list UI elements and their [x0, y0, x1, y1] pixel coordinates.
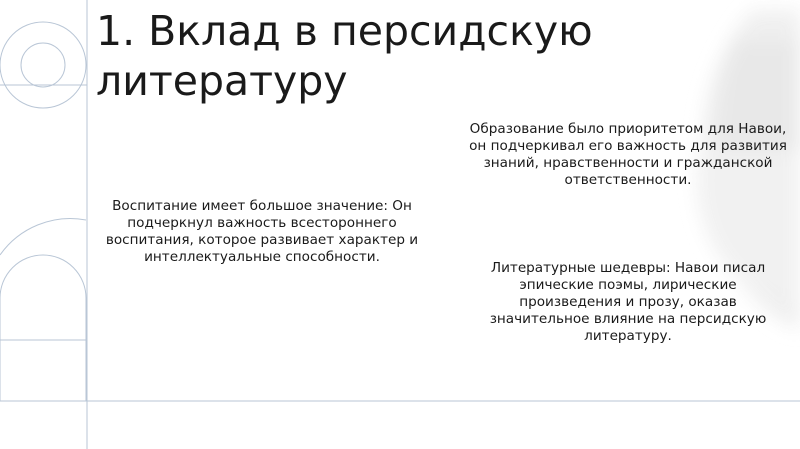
text-block-education: Образование было приоритетом для Навои, он подчеркивал его важность для развития знаний, нравственности и гражданской ответственности. — [469, 121, 787, 188]
text-block-literary-masterpieces: Литературные шедевры: Навои писал эпические поэмы, лирические произведения и прозу, оказав значительное влияние на персидскую литературу. — [489, 260, 767, 344]
circle-inner-icon — [21, 43, 65, 87]
arch-icon — [0, 255, 86, 401]
text-block-upbringing: Воспитание имеет большое значение: Он подчеркнул важность всестороннего воспитания, которое развивает характер и интеллектуальные способности. — [105, 198, 419, 265]
slide-title: 1. Вклад в персидскую литературу — [96, 7, 593, 105]
circle-outer-icon — [0, 22, 86, 108]
arch-outer-icon — [0, 219, 86, 255]
